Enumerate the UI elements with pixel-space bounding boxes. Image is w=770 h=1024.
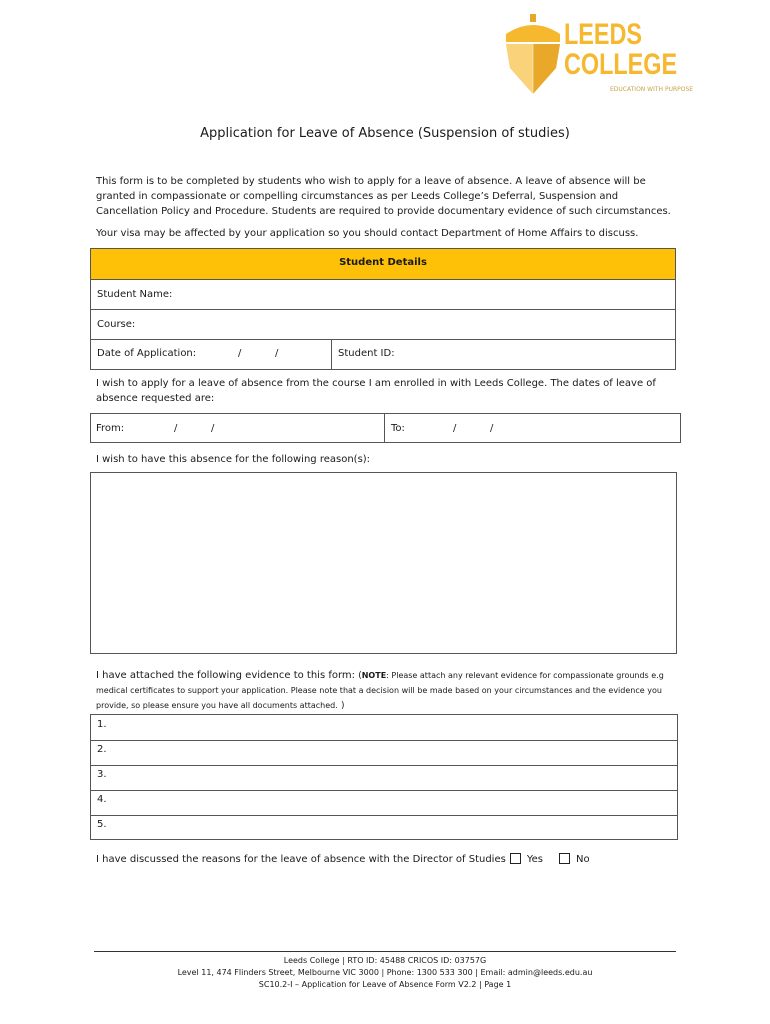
yes-checkbox[interactable] xyxy=(510,853,521,864)
student-details-table xyxy=(90,248,676,370)
student-details-title: Student Details xyxy=(339,257,427,268)
evidence-item: 2. xyxy=(97,744,107,755)
date-separator: / xyxy=(275,348,279,359)
student-name-label: Student Name: xyxy=(97,289,173,300)
no-checkbox[interactable] xyxy=(559,853,570,864)
date-of-application-label: Date of Application: xyxy=(97,348,197,359)
footer-form-id: SC10.2-I – Application for Leave of Absence Form V2.2 | Page 1 xyxy=(258,980,512,989)
visa-note: Your visa may be affected by your application so you should contact Department of Home Affairs to discuss. xyxy=(96,228,639,239)
student-details-header xyxy=(91,249,675,279)
evidence-item: 5. xyxy=(97,819,107,830)
leave-dates-table xyxy=(90,413,681,443)
no-label: No xyxy=(575,854,590,865)
page-title: Application for Leave of Absence (Suspension of studies) xyxy=(200,126,570,141)
logo-tagline: EDUCATION WITH PURPOSE xyxy=(610,86,694,93)
note-text: : Please attach any relevant evidence for compassionate grounds e.g medical certificates to support your application. Please note that a decision will be made based on your circumstances and the evidence you provide, so please ensure you have all documents attached. xyxy=(96,671,664,710)
acorn-icon xyxy=(498,12,568,96)
intro-paragraph: This form is to be completed by students who wish to apply for a leave of absence. A leave of absence will be granted in compassionate or compelling circumstances as per Leeds College’s Deferral, Suspension and Cancellation Policy and Procedure. Students are required to provide documentary evidence of such circumstances. xyxy=(96,176,671,217)
evidence-item: 4. xyxy=(97,794,107,805)
course-label: Course: xyxy=(97,319,136,330)
footer-rto: Leeds College | RTO ID: 45488 CRICOS ID: 03757G xyxy=(283,956,487,965)
from-label: From: xyxy=(96,423,125,434)
leeds-college-logo xyxy=(498,12,694,96)
evidence-item: 1. xyxy=(97,719,107,730)
reasons-box[interactable] xyxy=(90,472,677,654)
footer-address: Level 11, 474 Flinders Street, Melbourne VIC 3000 | Phone: 1300 533 300 | Email: admin@leeds.edu.au xyxy=(177,968,593,977)
to-date-separator: / xyxy=(453,423,457,434)
director-discussion-text: I have discussed the reasons for the leave of absence with the Director of Studies xyxy=(96,854,506,865)
evidence-label: I have attached the following evidence to this form: xyxy=(96,670,356,681)
note-label: NOTE xyxy=(361,671,387,680)
evidence-item: 3. xyxy=(97,769,107,780)
to-date-separator: / xyxy=(490,423,494,434)
yes-label: Yes xyxy=(526,854,543,865)
logo-text-college: COLLEGE xyxy=(564,48,678,81)
footer-divider xyxy=(94,951,676,952)
reasons-label: I wish to have this absence for the following reason(s): xyxy=(96,454,371,465)
to-label: To: xyxy=(391,423,405,434)
evidence-list-table xyxy=(90,714,678,840)
evidence-statement: I have attached the following evidence to this form: (NOTE: Please attach any relevant evidence for compassionate grounds e.g medical certificates to support your application. Please note that a decision will be made based on your circumstances and the evidence you provide, so please ensure you have all documents attached. ) xyxy=(96,670,664,711)
from-date-separator: / xyxy=(211,423,215,434)
logo-text-leeds: LEEDS xyxy=(564,18,643,51)
director-discussion-row xyxy=(96,853,590,865)
date-separator: / xyxy=(238,348,242,359)
from-date-separator: / xyxy=(174,423,178,434)
dates-intro: I wish to apply for a leave of absence from the course I am enrolled in with Leeds College. The dates of leave of absence requested are: xyxy=(96,378,656,404)
student-id-label: Student ID: xyxy=(338,348,395,359)
